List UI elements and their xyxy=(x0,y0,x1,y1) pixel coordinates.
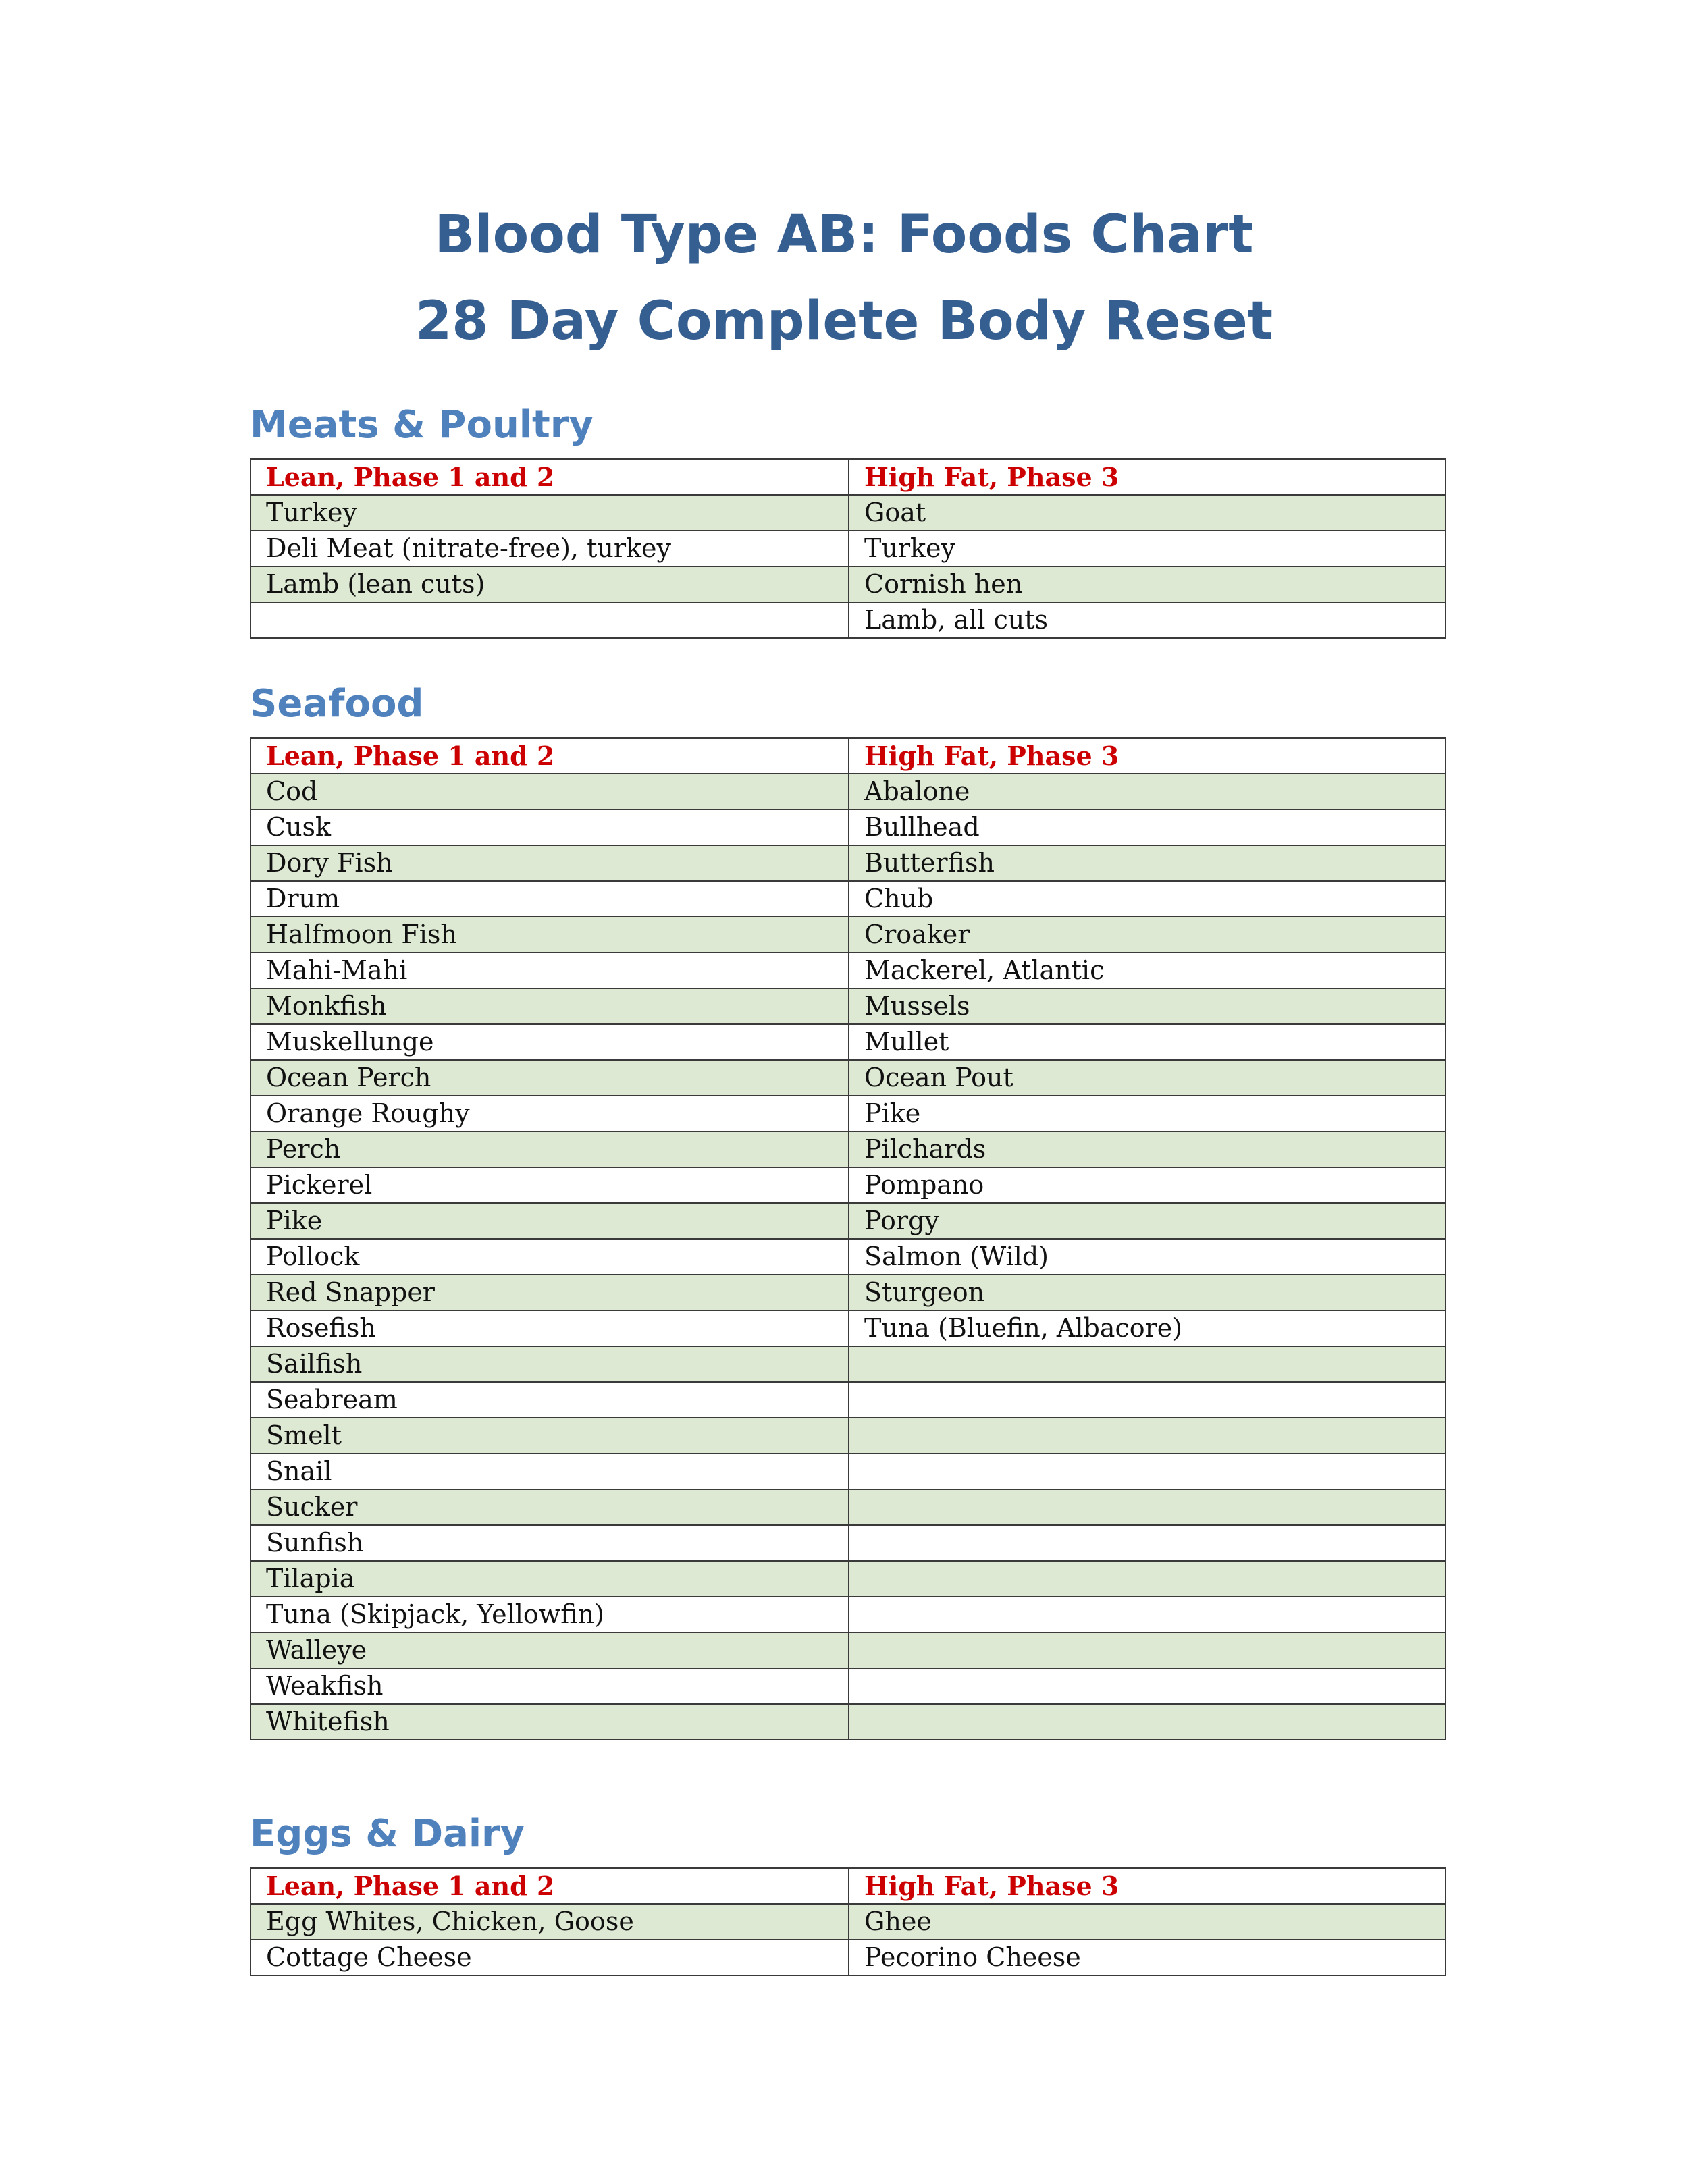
table-row xyxy=(250,1525,1446,1561)
cell-high-fat: Turkey xyxy=(849,531,1446,566)
cell-lean: Deli Meat (nitrate-free), turkey xyxy=(250,531,849,566)
cell-high-fat: Salmon (Wild) xyxy=(849,1239,1446,1275)
table-row xyxy=(250,1024,1446,1060)
cell-high-fat: Bullhead xyxy=(849,809,1446,845)
cell-high-fat: Pecorino Cheese xyxy=(849,1940,1446,1975)
table-row xyxy=(250,602,1446,638)
cell-high-fat: Croaker xyxy=(849,917,1446,953)
page-subtitle: 28 Day Complete Body Reset xyxy=(415,291,1273,352)
table-row xyxy=(250,1239,1446,1275)
cell-lean: Halfmoon Fish xyxy=(250,917,849,953)
cell-lean: Dory Fish xyxy=(250,845,849,881)
cell-high-fat: Abalone xyxy=(849,774,1446,809)
column-header-high-fat: High Fat, Phase 3 xyxy=(849,459,1446,495)
cell-high-fat xyxy=(849,1561,1446,1597)
table-row xyxy=(250,1668,1446,1704)
table-row xyxy=(250,495,1446,531)
cell-high-fat: Ocean Pout xyxy=(849,1060,1446,1096)
table-row xyxy=(250,1561,1446,1597)
cell-lean: Mahi-Mahi xyxy=(250,953,849,988)
cell-high-fat xyxy=(849,1525,1446,1561)
table-row xyxy=(250,1275,1446,1310)
table-row xyxy=(250,953,1446,988)
cell-high-fat: Mackerel, Atlantic xyxy=(849,953,1446,988)
cell-high-fat xyxy=(849,1346,1446,1382)
table-seafood xyxy=(250,737,1446,1740)
cell-high-fat xyxy=(849,1632,1446,1668)
table-row xyxy=(250,1203,1446,1239)
table-row xyxy=(250,1060,1446,1096)
cell-lean: Sunfish xyxy=(250,1525,849,1561)
cell-lean: Weakfish xyxy=(250,1668,849,1704)
cell-lean: Pike xyxy=(250,1203,849,1239)
cell-high-fat: Mullet xyxy=(849,1024,1446,1060)
table-row xyxy=(250,1167,1446,1203)
cell-high-fat: Pompano xyxy=(849,1167,1446,1203)
cell-high-fat xyxy=(849,1382,1446,1418)
table-eggs-dairy xyxy=(250,1867,1446,1976)
cell-high-fat xyxy=(849,1704,1446,1740)
column-header-high-fat: High Fat, Phase 3 xyxy=(849,738,1446,774)
table-row xyxy=(250,566,1446,602)
section-heading-eggs-dairy: Eggs & Dairy xyxy=(250,1812,525,1856)
table-header-row xyxy=(250,1868,1446,1904)
cell-high-fat: Sturgeon xyxy=(849,1275,1446,1310)
table-row xyxy=(250,1096,1446,1131)
cell-lean: Whitefish xyxy=(250,1704,849,1740)
cell-lean: Red Snapper xyxy=(250,1275,849,1310)
cell-high-fat xyxy=(849,1489,1446,1525)
cell-lean: Cod xyxy=(250,774,849,809)
cell-lean: Snail xyxy=(250,1454,849,1489)
cell-lean: Monkfish xyxy=(250,988,849,1024)
cell-lean: Tuna (Skipjack, Yellowfin) xyxy=(250,1597,849,1632)
section-heading-seafood: Seafood xyxy=(250,682,424,726)
cell-lean: Perch xyxy=(250,1131,849,1167)
table-meats xyxy=(250,458,1446,639)
cell-high-fat: Tuna (Bluefin, Albacore) xyxy=(849,1310,1446,1346)
cell-lean: Sailfish xyxy=(250,1346,849,1382)
cell-high-fat xyxy=(849,1668,1446,1704)
cell-high-fat: Ghee xyxy=(849,1904,1446,1940)
page-title: Blood Type AB: Foods Chart xyxy=(434,205,1254,265)
table-row xyxy=(250,1940,1446,1975)
column-header-lean: Lean, Phase 1 and 2 xyxy=(250,1868,849,1904)
cell-lean: Cottage Cheese xyxy=(250,1940,849,1975)
cell-lean: Drum xyxy=(250,881,849,917)
cell-high-fat: Porgy xyxy=(849,1203,1446,1239)
cell-lean xyxy=(250,602,849,638)
cell-high-fat: Lamb, all cuts xyxy=(849,602,1446,638)
cell-lean: Orange Roughy xyxy=(250,1096,849,1131)
table-row xyxy=(250,917,1446,953)
table-row xyxy=(250,531,1446,566)
cell-lean: Smelt xyxy=(250,1418,849,1454)
section-heading-meats: Meats & Poultry xyxy=(250,403,594,447)
table-row xyxy=(250,1418,1446,1454)
column-header-high-fat: High Fat, Phase 3 xyxy=(849,1868,1446,1904)
cell-high-fat: Pilchards xyxy=(849,1131,1446,1167)
table-row xyxy=(250,1904,1446,1940)
cell-high-fat: Chub xyxy=(849,881,1446,917)
table-row xyxy=(250,1597,1446,1632)
cell-lean: Walleye xyxy=(250,1632,849,1668)
column-header-lean: Lean, Phase 1 and 2 xyxy=(250,459,849,495)
table-row xyxy=(250,774,1446,809)
cell-lean: Seabream xyxy=(250,1382,849,1418)
cell-high-fat xyxy=(849,1454,1446,1489)
cell-lean: Pickerel xyxy=(250,1167,849,1203)
cell-lean: Ocean Perch xyxy=(250,1060,849,1096)
cell-lean: Muskellunge xyxy=(250,1024,849,1060)
cell-lean: Lamb (lean cuts) xyxy=(250,566,849,602)
table-row xyxy=(250,1632,1446,1668)
table-header-row xyxy=(250,459,1446,495)
cell-lean: Cusk xyxy=(250,809,849,845)
table-row xyxy=(250,845,1446,881)
cell-high-fat xyxy=(849,1597,1446,1632)
table-row xyxy=(250,1346,1446,1382)
cell-high-fat: Butterfish xyxy=(849,845,1446,881)
cell-lean: Tilapia xyxy=(250,1561,849,1597)
table-row xyxy=(250,1310,1446,1346)
table-header-row xyxy=(250,738,1446,774)
column-header-lean: Lean, Phase 1 and 2 xyxy=(250,738,849,774)
cell-lean: Rosefish xyxy=(250,1310,849,1346)
table-row xyxy=(250,1382,1446,1418)
cell-lean: Egg Whites, Chicken, Goose xyxy=(250,1904,849,1940)
cell-high-fat: Cornish hen xyxy=(849,566,1446,602)
cell-high-fat: Mussels xyxy=(849,988,1446,1024)
cell-lean: Pollock xyxy=(250,1239,849,1275)
table-row xyxy=(250,881,1446,917)
cell-high-fat: Goat xyxy=(849,495,1446,531)
cell-high-fat: Pike xyxy=(849,1096,1446,1131)
table-row xyxy=(250,809,1446,845)
table-row xyxy=(250,1704,1446,1740)
table-row xyxy=(250,1489,1446,1525)
table-row xyxy=(250,1131,1446,1167)
cell-lean: Turkey xyxy=(250,495,849,531)
table-row xyxy=(250,1454,1446,1489)
cell-lean: Sucker xyxy=(250,1489,849,1525)
table-row xyxy=(250,988,1446,1024)
cell-high-fat xyxy=(849,1418,1446,1454)
